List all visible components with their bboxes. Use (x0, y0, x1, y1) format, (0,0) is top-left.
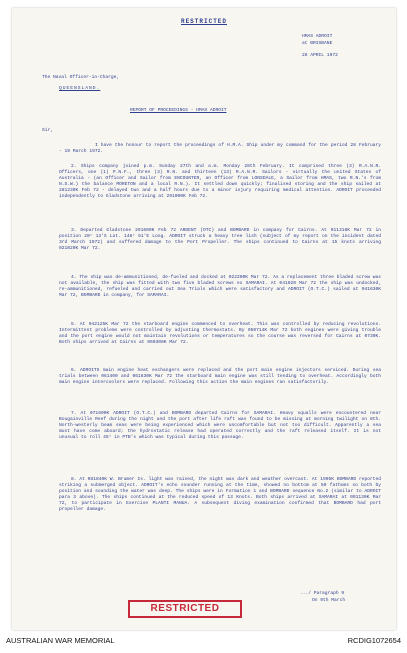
paragraph-number: 5. (71, 322, 77, 327)
restricted-stamp: RESTRICTED (128, 600, 242, 618)
paragraph-text: At 042125K Mar 72 the starboard engine commenced to overheat. This was controlled by reducing revolutions. Intermittent problems were controlled by adjusting thermostats. By 050714K Mar 72 both engines were giving trouble and the port engine would not maintain revolutions or temperatures so the course was reversed for Cairns at 0730K. Both ships arrived at Cairns at 060300K Mar 72. (59, 322, 381, 345)
paragraph-text: Departed Gladstone 291600K Feb 72 ARDENT (OTC) and BOMBARD in company for Cairns. At 011318K Mar 72 in position 20° 13'S Lat. 148° 51'E Long. ADROIT struck a heavy tree lish (subject of my report on the incident dated 3rd March 1972) and suffered damage to the Port Propeller. The ships continued to Cairns at 15 knots arriving 021020K Mar 72. (59, 228, 381, 251)
paragraph-6 (59, 368, 381, 386)
paragraph-text: Ships company joined p.m. Sunday 27th and a.m. Monday 28th February. It comprised three (3) R.A.N.R. Officers, one (1) P.N.F., three (3) R.N. and thirteen (13) R.A.N.R. Sailors - virtually the united States of Australia - (an Officer and Sailor from ENCOUNTER, an Officer from LONSDALE, a Sailor from HMAS, two R.N.'s from N.S.W.) the balance MORETON and a local R.N.). It settled down quickly; finalised storing and the ship sailed at 281230K Feb 72 - delayed two and a half hours due to a minor injury requiring medical attention. ADROIT proceeded independently to Gladstone arriving at 291000K Feb 72. (59, 164, 381, 199)
paragraph-number: 4. (71, 275, 77, 280)
paragraph-number: 7. (71, 411, 77, 416)
paragraph-number: 6. (71, 368, 77, 373)
continuation-next: On 9th March (312, 598, 346, 603)
archive-id: RCDIG1072654 (347, 636, 401, 645)
paragraph-8 (59, 477, 381, 513)
paragraph-1 (59, 143, 381, 155)
paragraph-7 (59, 411, 381, 441)
document-page (12, 8, 396, 630)
archive-credit: AUSTRALIAN WAR MEMORIAL (6, 636, 115, 645)
paragraph-text: I have the honour to report the proceedings of H.M.A. Ship under my command for the period 28 February - 19 March 1972. (59, 143, 381, 154)
paragraph-text: ADROITS main engine heat exchangers were replaced and the port main engine injectors serviced. During sea trials between 061400 and 061630K Mar 72 the starboard main engine was still tending to overheat. Accordingly both main engine intercoolers were replaced. Following this action the main engines ran satisfactorily. (59, 368, 381, 385)
sender-location: at BRISBANE (302, 41, 333, 46)
paragraph-text: The ship was de-ammunitioned, de-fueled and docked at 022200K Mar 72. As a replacement three bladed screw was not available, the ship was fitted with two five bladed screws ex SAMARAI. At 041020 Mar 72 the ship was undocked, re-ammunitioned, refueled and carried out Sea Trials which were satisfactory and ADROIT (O.T.C.) sailed at 041630K Mar 72, BOMBARD in company, for SAMARAI. (59, 275, 381, 298)
addressee-line1: The Naval Officer-in-Charge, (42, 75, 120, 80)
classification-header: RESTRICTED (180, 18, 227, 25)
continuation-ref: .../ Paragraph 9 (300, 591, 345, 596)
report-date: 28 APRIL 1972 (302, 53, 338, 58)
paragraph-number: 8. (71, 477, 77, 482)
salutation: Sir, (42, 128, 54, 133)
paragraph-text: At 081840K W. Brumer Is. light was raised, the night was dark and weather overcast. At 1905K BOMBARD reported striking a submerged object. ADROIT's echo sounder running at the time, showed no bottom at 50 fathoms so both by position and sounding the water was deep. The ships were in Formation 1 and BOMBARD sequence No.2 (similar to ADROIT para 3 above). The ships continued at the reduced speed of 13 Knots. Both ships arrived at SAMARAI at 091130K Mar 72, to participate in Exercise PLANTI MANUA. A subsequent diving examination confirmed that BOMBARD had port propeller damage. (59, 477, 381, 512)
paragraph-2 (59, 164, 381, 200)
paragraph-text: At 071600K ADROIT (O.T.C.) and BOMBARD departed Cairns for SAMARAI. Heavy squalls were encountered near Bougainville Reef during the night and the port after life raft was found to be missing at morning twilight on 8th. North-westerly beam seas were being experienced which were uncomfortable but not too difficult. Apparently a sea must have come aboard; the hydrostatic release had operated correctly and the raft released itself. It is not unusual to roll 45° in PTB's which was typical during this passage. (59, 411, 381, 440)
paragraph-3 (59, 228, 381, 252)
paragraph-4 (59, 275, 381, 299)
report-subject: REPORT OF PROCEEDINGS - HMAS ADROIT (130, 108, 227, 113)
addressee-line2: QUEENSLAND. (59, 86, 101, 91)
paragraph-5 (59, 322, 381, 346)
paragraph-number: 3. (71, 228, 77, 233)
paragraph-number: 2. (71, 164, 77, 169)
sender-ship: HMAS ADROIT (302, 34, 333, 39)
